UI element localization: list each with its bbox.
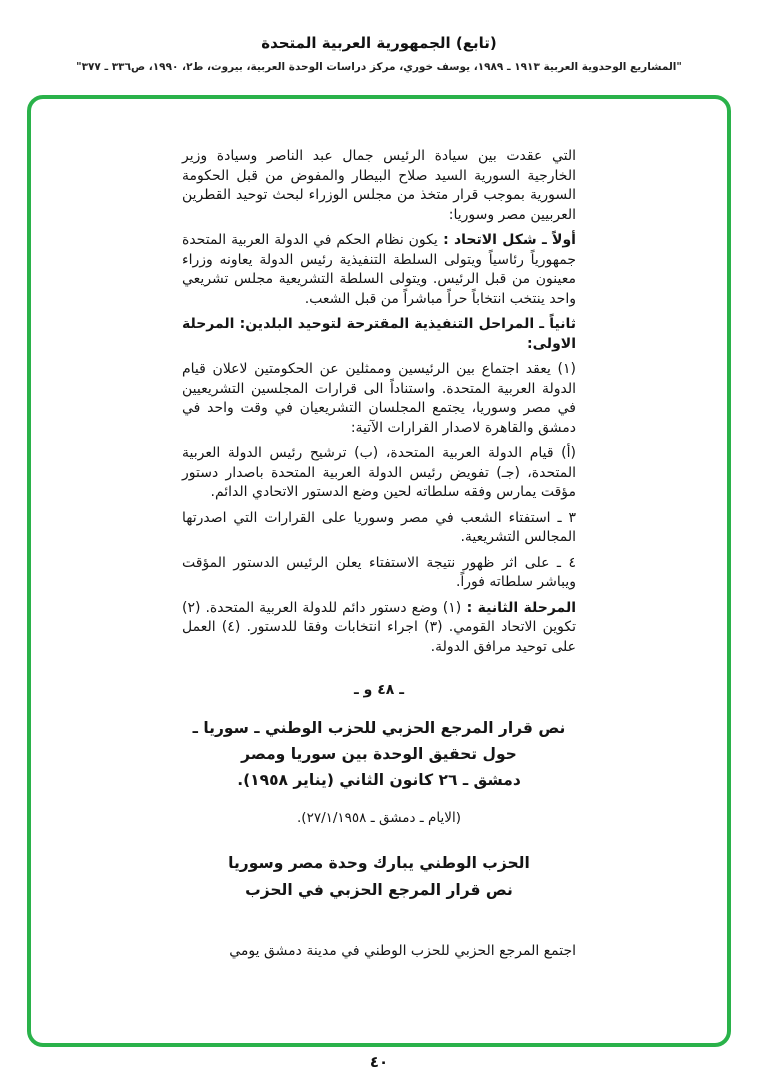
body-paragraph: [182, 599, 576, 658]
paragraph-text: التي عقدت بين سيادة الرئيس جمال عبد الناصر وسيادة وزير الخارجية السورية السيد صلاح البيطار والمفوض من قبل الحكومة السورية بموجب قرار متخذ من مجلس الوزراء لبحث توحيد القطرين العربيين مصر وسوريا:: [182, 148, 576, 223]
body-paragraph: [182, 231, 576, 309]
body-paragraph: [182, 444, 576, 503]
document-title-line-1: نص قرار المرجع الحزبي للحزب الوطني ـ سوريا ـ: [192, 718, 566, 737]
body-paragraph: [182, 554, 576, 593]
paragraph-lead: المرحلة الثانية :: [461, 599, 576, 616]
document-text-column: [182, 99, 576, 962]
page-footer: [0, 1052, 758, 1071]
body-paragraph: [182, 315, 576, 354]
paragraph-text: (١) يعقد اجتماع بين الرئيسين وممثلين عن الحكومتين لاعلان قيام الدولة العربية المتحدة. واستناداً الى قرارات المجلسين التشريعيين في مصر وسوريا، يجتمع المجلسان التشريعيان في وقت واحد في دمشق والقاهرة لاصدار القرارات الآتية:: [182, 361, 576, 436]
page-number: ٤٠: [369, 1053, 389, 1071]
paragraph-text: (أ) قيام الدولة العربية المتحدة، (ب) ترشيح رئيس الدولة العربية المتحدة، (جـ) تفويض رئيس الدولة العربية المتحدة باصدار دستور مؤقت يمارس وفقه سلطاته لحين وضع الدستور الاتحادي الدائم.: [182, 445, 576, 500]
document-intro-paragraph: اجتمع المرجع الحزبي للحزب الوطني في مدينة دمشق يومي: [229, 943, 576, 959]
document-title-line-3: دمشق ـ ٢٦ كانون الثاني (يناير ١٩٥٨).: [237, 770, 521, 789]
document-subtitle-line-2: نص قرار المرجع الحزبي في الحزب: [245, 881, 513, 899]
header-source-citation: "المشاريع الوحدوية العربية ١٩١٣ ـ ١٩٨٩، يوسف خوري، مركز دراسات الوحدة العربية، بيروت، ط٢، ١٩٩٠، ص٣٣٦ ـ ٣٧٧": [76, 61, 682, 73]
document-title-line-2: حول تحقيق الوحدة بين سوريا ومصر: [241, 744, 517, 763]
body-paragraph: [182, 509, 576, 548]
document-source-line: (الايام ـ دمشق ـ ٢٧/١/١٩٥٨).: [297, 809, 461, 826]
page-header: [0, 0, 758, 73]
body-paragraph: [182, 360, 576, 438]
document-number: ـ ٤٨ و ـ: [353, 682, 404, 698]
body-paragraph: [182, 147, 576, 225]
paragraph-lead: ثانياً ـ المراحل التنفيذية المقترحة لتوحيد البلدين: المرحلة الاولى:: [182, 316, 576, 352]
paragraph-text: يكون نظام الحكم في الدولة العربية المتحدة جمهورياً رئاسياً ويتولى السلطة التنفيذية رئيس الدولة يعاونه وزراء معينون من قبل الرئيس. ويتولى السلطة التشريعية مجلس تشريعي واحد ينتخب انتخاباً حراً مباشراً من قبل الشعب.: [182, 232, 576, 307]
paragraph-text: ٣ ـ استفتاء الشعب في مصر وسوريا على القرارات التي اصدرتها المجالس التشريعية.: [182, 509, 576, 545]
paragraph-text: (١) وضع دستور دائم للدولة العربية المتحدة. (٢) تكوين الاتحاد القومي. (٣) اجراء انتخابات وفقا للدستور. (٤) العمل على توحيد مرافق الدولة.: [182, 599, 576, 655]
document-subtitle-line-1: الحزب الوطني يبارك وحدة مصر وسوريا: [228, 854, 530, 872]
document-frame: [27, 95, 731, 1047]
paragraph-text: ٤ ـ على اثر ظهور نتيجة الاستفتاء يعلن الرئيس الدستور المؤقت ويباشر سلطاته فوراً.: [182, 554, 576, 590]
paragraph-lead: أولاً ـ شكل الاتحاد :: [437, 232, 576, 248]
header-continuation-title: (تابع) الجمهورية العربية المتحدة: [261, 34, 497, 52]
section-heading-block: [182, 681, 576, 904]
